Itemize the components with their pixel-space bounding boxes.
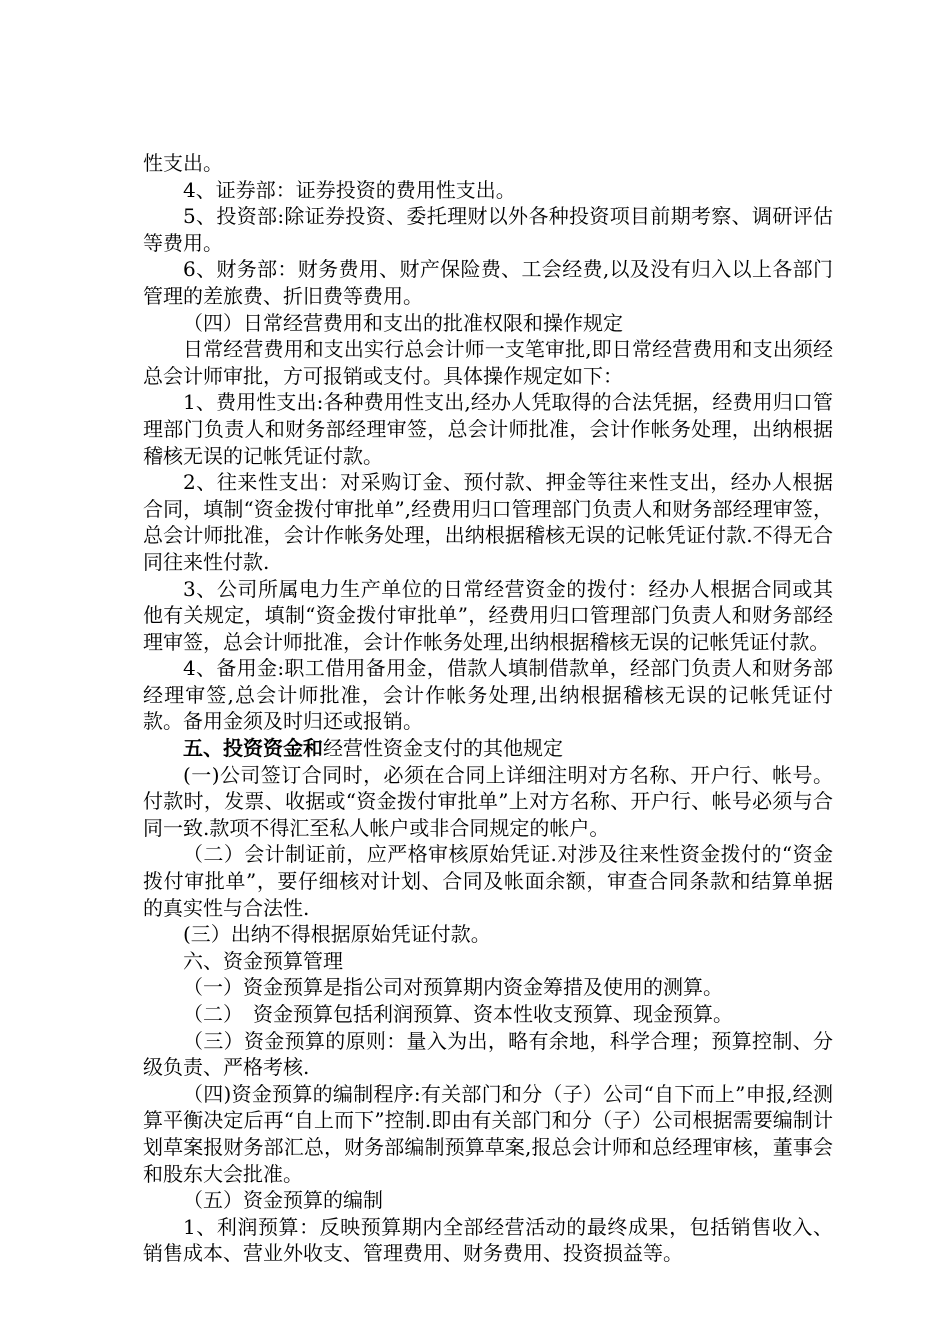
section-heading-rest: 经营性资金支付的其他规定	[323, 736, 563, 761]
paragraph: (三）出纳不得根据原始凭证付款。	[183, 922, 491, 947]
section-heading: 六、资金预算管理	[183, 948, 343, 973]
paragraph: 1、费用性支出:各种费用性支出,经办人凭取得的合法凭据，经费用归口管理部门负责人和财务部经理审签，总会计师批准，会计作帐务处理，出纳根据稽核无误的记帐凭证付款。	[143, 390, 833, 468]
paragraph: (一)公司签订合同时，必须在合同上详细注明对方名称、开户行、帐号。付款时，发票、收据或“资金拨付审批单”上对方名称、开户行、帐号必须与合同一致.款项不得汇至私人帐户或非合同规定的帐户。	[143, 762, 833, 840]
paragraph: 4、备用金:职工借用备用金，借款人填制借款单，经部门负责人和财务部经理审签,总会计师批准，会计作帐务处理,出纳根据稽核无误的记帐凭证付款。备用金须及时归还或报销。	[143, 656, 833, 734]
paragraph: （四)资金预算的编制程序:有关部门和分（子）公司“自下而上”申报,经测算平衡决定后再“自上而下”控制.即由有关部门和分（子）公司根据需要编制计划草案报财务部汇总，财务部编制预算草案,报总会计师和总经理审核，董事会和股东大会批准。	[143, 1081, 833, 1186]
paragraph: 2、往来性支出：对采购订金、预付款、押金等往来性支出，经办人根据合同，填制“资金拨付审批单”,经费用归口管理部门负责人和财务部经理审签，总会计师批准，会计作帐务处理，出纳根据稽核无误的记帐凭证付款.不得无合同往来性付款.	[143, 470, 833, 574]
document-body	[143, 150, 833, 1267]
paragraph: （五）资金预算的编制	[183, 1188, 383, 1213]
section-heading-bold: 五、投资资金和	[183, 736, 323, 761]
section-heading	[143, 735, 833, 762]
paragraph: 3、公司所属电力生产单位的日常经营资金的拨付：经办人根据合同或其他有关规定，填制“资金拨付审批单”，经费用归口管理部门负责人和财务部经理审签，总会计师批准，会计作帐务处理,出纳根据稽核无误的记帐凭证付款。	[143, 576, 833, 654]
paragraph: 日常经营费用和支出实行总会计师一支笔审批,即日常经营费用和支出须经总会计师审批，方可报销或支付。具体操作规定如下：	[143, 337, 833, 388]
paragraph: （二）会计制证前，应严格审核原始凭证.对涉及往来性资金拨付的“资金拨付审批单”，要仔细核对计划、合同及帐面余额，审查合同条款和结算单据的真实性与合法性.	[143, 842, 833, 920]
paragraph: （二） 资金预算包括利润预算、资本性收支预算、现金预算。	[183, 1002, 733, 1026]
paragraph: 性支出。	[143, 151, 223, 175]
section-heading: （四）日常经营费用和支出的批准权限和操作规定	[183, 310, 623, 335]
paragraph: （一）资金预算是指公司对预算期内资金筹措及使用的测算。	[183, 975, 723, 1000]
paragraph: （三）资金预算的原则：量入为出，略有余地，科学合理；预算控制、分级负责、严格考核.	[143, 1028, 833, 1080]
paragraph: 5、投资部:除证券投资、委托理财以外各种投资项目前期考察、调研评估等费用。	[143, 204, 833, 255]
paragraph: 4、证券部：证券投资的费用性支出。	[183, 177, 516, 202]
paragraph: 1、利润预算：反映预算期内全部经营活动的最终成果，包括销售收入、销售成本、营业外收支、管理费用、财务费用、投资损益等。	[143, 1214, 833, 1266]
paragraph: 6、财务部：财务费用、财产保险费、工会经费,以及没有归入以上各部门管理的差旅费、折旧费等费用。	[143, 257, 833, 308]
